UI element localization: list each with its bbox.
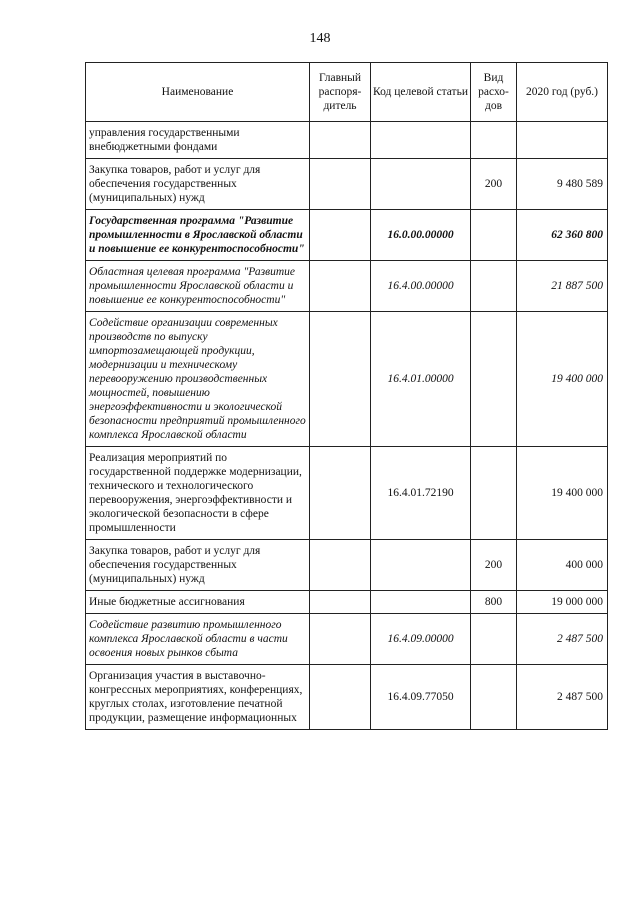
- table-header-row: [86, 63, 608, 122]
- cell-code: [371, 591, 471, 614]
- cell-admin: [310, 312, 371, 447]
- cell-name: Закупка товаров, работ и услуг для обеспечения государственных (муниципальных) нужд: [86, 159, 310, 210]
- cell-amount: 62 360 800: [517, 210, 608, 261]
- header-admin: Главный распоря-дитель: [310, 63, 371, 122]
- cell-code: [371, 159, 471, 210]
- cell-code: 16.0.00.00000: [371, 210, 471, 261]
- cell-amount: [517, 122, 608, 159]
- table-row: [86, 540, 608, 591]
- cell-type: [471, 261, 517, 312]
- cell-amount: 400 000: [517, 540, 608, 591]
- cell-name: Государственная программа "Развитие промышленности в Ярославской области и повышение ее конкурентоспособности": [86, 210, 310, 261]
- cell-code: 16.4.01.72190: [371, 447, 471, 540]
- cell-name: Содействие развитию промышленного комплекса Ярославской области в части освоения новых рынков сбыта: [86, 614, 310, 665]
- cell-name: Содействие организации современных производств по выпуску импортозамещающей продукции, модернизации и техническому перевооружению производственных мощностей, повышению энергоэффективности и экологической безопасности предприятий промышленного комплекса Ярославской области: [86, 312, 310, 447]
- table-row: [86, 614, 608, 665]
- table-row: [86, 312, 608, 447]
- header-code: Код целевой статьи: [371, 63, 471, 122]
- cell-admin: [310, 159, 371, 210]
- cell-name: управления государственными внебюджетными фондами: [86, 122, 310, 159]
- cell-admin: [310, 665, 371, 730]
- cell-type: 800: [471, 591, 517, 614]
- table-row: [86, 447, 608, 540]
- cell-amount: 21 887 500: [517, 261, 608, 312]
- budget-table: [85, 62, 608, 730]
- cell-admin: [310, 540, 371, 591]
- cell-admin: [310, 210, 371, 261]
- cell-type: [471, 665, 517, 730]
- table-row: [86, 159, 608, 210]
- cell-amount: 2 487 500: [517, 665, 608, 730]
- cell-name: Областная целевая программа "Развитие промышленности Ярославской области и повышение ее конкурентоспособности": [86, 261, 310, 312]
- cell-name: Реализация мероприятий по государственной поддержке модернизации, технического и технологического перевооружения, энергоэффективности и экологической безопасности в сфере промышленности: [86, 447, 310, 540]
- cell-amount: 19 400 000: [517, 312, 608, 447]
- cell-code: [371, 540, 471, 591]
- header-name: Наименование: [86, 63, 310, 122]
- cell-amount: 2 487 500: [517, 614, 608, 665]
- table-row: [86, 210, 608, 261]
- cell-code: 16.4.09.00000: [371, 614, 471, 665]
- table-row: [86, 665, 608, 730]
- table-body: [86, 122, 608, 730]
- cell-amount: 19 000 000: [517, 591, 608, 614]
- header-type: Вид расхо-дов: [471, 63, 517, 122]
- cell-name: Иные бюджетные ассигнования: [86, 591, 310, 614]
- cell-name: Организация участия в выставочно-конгрессных мероприятиях, конференциях, круглых столах, изготовление печатной продукции, размещение информационных: [86, 665, 310, 730]
- cell-type: 200: [471, 159, 517, 210]
- cell-code: 16.4.09.77050: [371, 665, 471, 730]
- cell-code: 16.4.00.00000: [371, 261, 471, 312]
- table-row: [86, 261, 608, 312]
- cell-code: 16.4.01.00000: [371, 312, 471, 447]
- page-number: 148: [309, 31, 331, 46]
- header-amount: 2020 год (руб.): [517, 63, 608, 122]
- cell-type: [471, 447, 517, 540]
- cell-type: 200: [471, 540, 517, 591]
- cell-type: [471, 122, 517, 159]
- cell-admin: [310, 122, 371, 159]
- table-row: [86, 122, 608, 159]
- cell-admin: [310, 591, 371, 614]
- cell-amount: 9 480 589: [517, 159, 608, 210]
- cell-amount: 19 400 000: [517, 447, 608, 540]
- cell-admin: [310, 261, 371, 312]
- cell-admin: [310, 447, 371, 540]
- cell-type: [471, 614, 517, 665]
- table-row: [86, 591, 608, 614]
- cell-type: [471, 312, 517, 447]
- cell-admin: [310, 614, 371, 665]
- cell-name: Закупка товаров, работ и услуг для обеспечения государственных (муниципальных) нужд: [86, 540, 310, 591]
- cell-type: [471, 210, 517, 261]
- cell-code: [371, 122, 471, 159]
